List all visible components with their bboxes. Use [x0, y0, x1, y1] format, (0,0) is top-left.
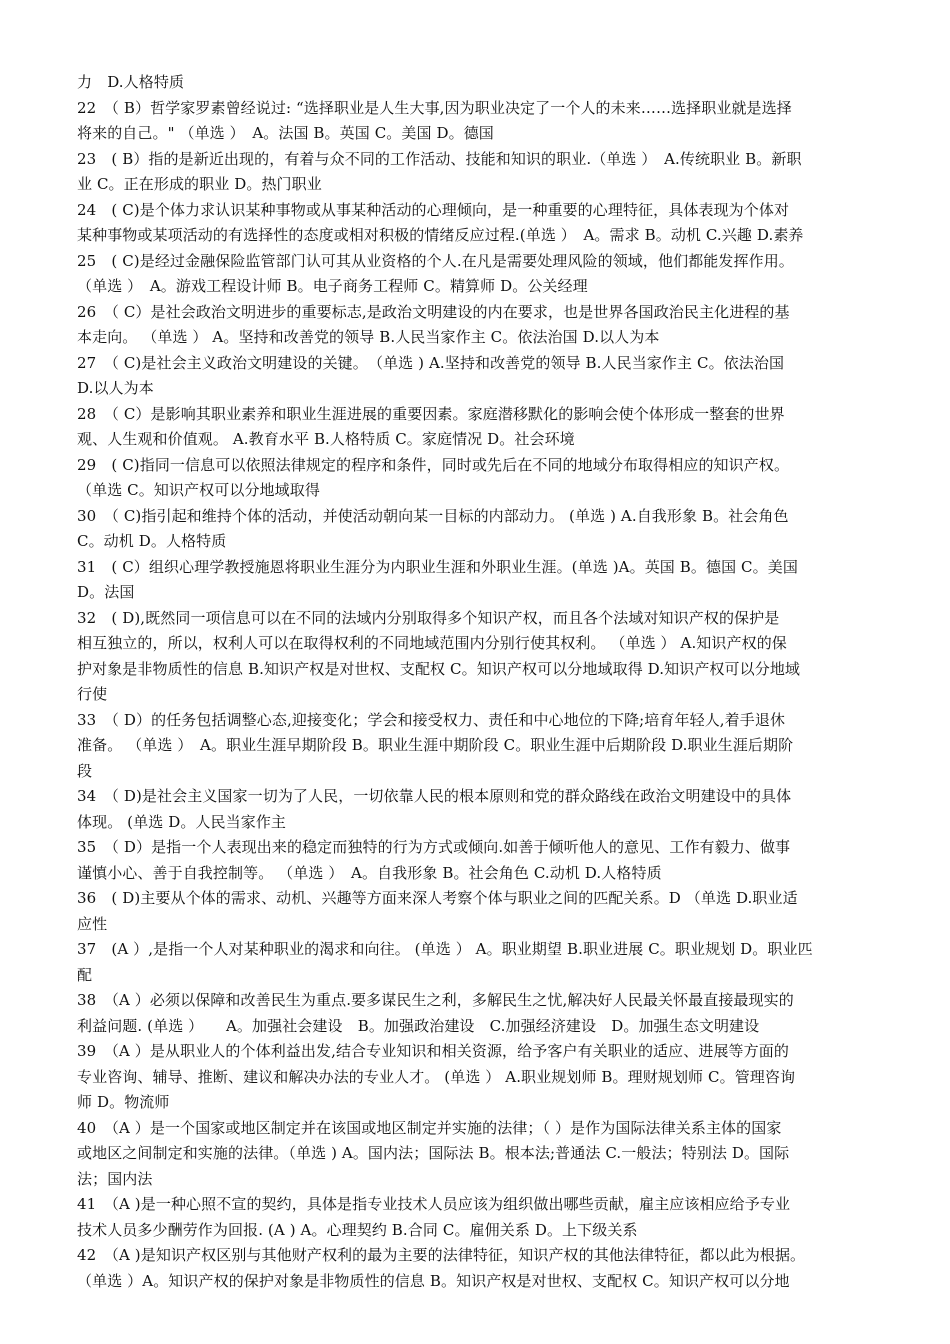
text-line: 体现。 (单选 D。人民当家作主 [77, 812, 287, 831]
text-line: 36 ( D)主要从个体的需求、动机、兴趣等方面来深人考察个体与职业之间的匹配关系。D （单选 D.职业适 [77, 889, 798, 907]
text-line: 力 D.人格特质 [77, 73, 185, 91]
text-line: 25 ( C)是经过金融保险监管部门认可其从业资格的个人.在凡是需要处理风险的领域，他们都能发挥作用。 [77, 251, 794, 270]
text-line: 38 （A ）必须以保障和改善民生为重点.要多谋民生之利，多解民生之忧,解决好人民最关怀最直接最现实的 [77, 991, 794, 1009]
text-line: D。法国 [77, 583, 135, 601]
text-line: 本走向。 （单选 ） A。坚持和改善党的领导 B.人民当家作主 C。依法治国 D.以人为本 [77, 328, 660, 346]
text-line: 41 （A )是一种心照不宣的契约，具体是指专业技术人员应该为组织做出哪些贡献，雇主应该相应给予专业 [77, 1195, 791, 1213]
text-line: 33 （ D）的任务包括调整心态,迎接变化；学会和接受权力、责任和中心地位的下降;培育年轻人,着手退休 [77, 710, 786, 729]
text-line: 行使 [77, 685, 108, 703]
text-line: 23 ( B）指的是新近出现的，有着与众不同的工作活动、技能和知识的职业.（单选 ） A.传统职业 B。新职 [77, 149, 802, 168]
text-line: 24 ( C)是个体力求认识某种事物或从事某种活动的心理倾向，是一种重要的心理特征，具体表现为个体对 [77, 200, 790, 219]
text-line: 法；国内法 [77, 1169, 153, 1188]
document-page [77, 70, 877, 1294]
text-line: （单选 ）A。知识产权的保护对象是非物质性的信息 B。知识产权是对世权、支配权 C。知识产权可以分地 [77, 1271, 790, 1290]
text-line: 39 （A ）是从职业人的个体利益出发,结合专业知识和相关资源，给予客户有关职业的适应、进展等方面的 [77, 1042, 789, 1060]
text-line: 将来的自己。" （单选 ） A。法国 B。英国 C。美国 D。德国 [77, 124, 494, 142]
text-line: C。动机 D。人格特质 [77, 532, 227, 550]
text-line: 准备。 （单选 ） A。职业生涯早期阶段 B。职业生涯中期阶段 C。职业生涯中后期阶段 D.职业生涯后期阶 [77, 736, 794, 754]
text-line: 29 ( C)指同一信息可以依照法律规定的程序和条件，同时或先后在不同的地域分布取得相应的知识产权。 [77, 455, 790, 474]
text-line: （单选 ） A。游戏工程设计师 B。电子商务工程师 C。精算师 D。公关经理 [77, 277, 588, 295]
text-line: 32 ( D),既然同一项信息可以在不同的法域内分别取得多个知识产权，而且各个法域对知识产权的保护是 [77, 608, 780, 627]
text-line: 护对象是非物质性的信息 B.知识产权是对世权、支配权 C。知识产权可以分地域取得 D.知识产权可以分地域 [77, 659, 801, 678]
text-line: 27 （ C)是社会主义政治文明建设的关键。 （单选 ) A.坚持和改善党的领导 B.人民当家作主 C。依法治国 [77, 353, 785, 372]
text-line: 28 （ C）是影响其职业素养和职业生涯进展的重要因素。家庭潜移默化的影响会使个体形成一整套的世界 [77, 404, 785, 423]
text-line: 业 C。正在形成的职业 D。热门职业 [77, 175, 322, 193]
text-line: 22 （ B）哲学家罗素曾经说过: “选择职业是人生大事,因为职业决定了一个人的未来……选择职业就是选择 [77, 98, 792, 117]
text-line: 42 （A )是知识产权区别与其他财产权利的最为主要的法律特征，知识产权的其他法律特征，都以此为根据。 [77, 1246, 806, 1264]
text-line: 配 [77, 965, 93, 984]
text-line: 观、人生观和价值观。 A.教育水平 B.人格特质 C。家庭情况 D。社会环境 [77, 430, 575, 448]
text-line: 谨慎小心、善于自我控制等。 （单选 ） A。自我形象 B。社会角色 C.动机 D.人格特质 [77, 863, 662, 882]
text-line: 段 [77, 761, 93, 780]
text-line: 相互独立的，所以，权利人可以在取得权利的不同地域范围内分别行使其权利。 （单选 ） A.知识产权的保 [77, 634, 787, 652]
text-line: （单选 C。知识产权可以分地域取得 [77, 481, 320, 499]
text-line: 35 （ D）是指一个人表现出来的稳定而独特的行为方式或倾向.如善于倾听他人的意见、工作有毅力、做事 [77, 838, 791, 856]
text-line: 或地区之间制定和实施的法律。（单选 ) A。国内法；国际法 B。根本法;普通法 C.一般法；特别法 D。国际 [77, 1144, 790, 1162]
text-line: 40 （A ）是一个国家或地区制定并在该国或地区制定并实施的法律；（ ）是作为国际法律关系主体的国家 [77, 1118, 782, 1137]
text-line: 技术人员多少酬劳作为回报. (A ) A。心理契约 B.合同 C。雇佣关系 D。上下级关系 [77, 1220, 638, 1239]
text-line: 应性 [77, 914, 108, 933]
text-line: 34 （ D)是社会主义国家一切为了人民，一切依靠人民的根本原则和党的群众路线在政治文明建设中的具体 [77, 787, 792, 805]
text-line: 30 （ C)指引起和维持个体的活动，并使活动朝向某一目标的内部动力。 (单选 ) A.自我形象 B。社会角色 [77, 506, 789, 525]
text-line: 31 ( C）组织心理学教授施恩将职业生涯分为内职业生涯和外职业生涯。(单选 )A。英国 B。德国 C。美国 [77, 557, 798, 576]
text-line: 26 （ C）是社会政治文明进步的重要标志,是政治文明建设的内在要求，也是世界各国政治民主化进程的基 [77, 302, 790, 321]
text-line: 某种事物或某项活动的有选择性的态度或相对积极的情绪反应过程.(单选 ） A。需求 B。动机 C.兴趣 D.素养 [77, 226, 804, 244]
text-line: 37 (A ）,是指一个人对某种职业的渴求和向往。 (单选 ） A。职业期望 B.职业进展 C。职业规划 D。职业匹 [77, 940, 813, 958]
text-line: 利益问题. (单选 ） A。加强社会建设 B。加强政治建设 C.加强经济建设 D。加强生态文明建设 [77, 1016, 760, 1035]
text-line: 师 D。物流师 [77, 1093, 170, 1111]
text-line: 专业咨询、辅导、推断、建议和解决办法的专业人才。 (单选 ） A.职业规划师 B。理财规划师 C。管理咨询 [77, 1067, 796, 1086]
text-line: D.以人为本 [77, 379, 154, 397]
